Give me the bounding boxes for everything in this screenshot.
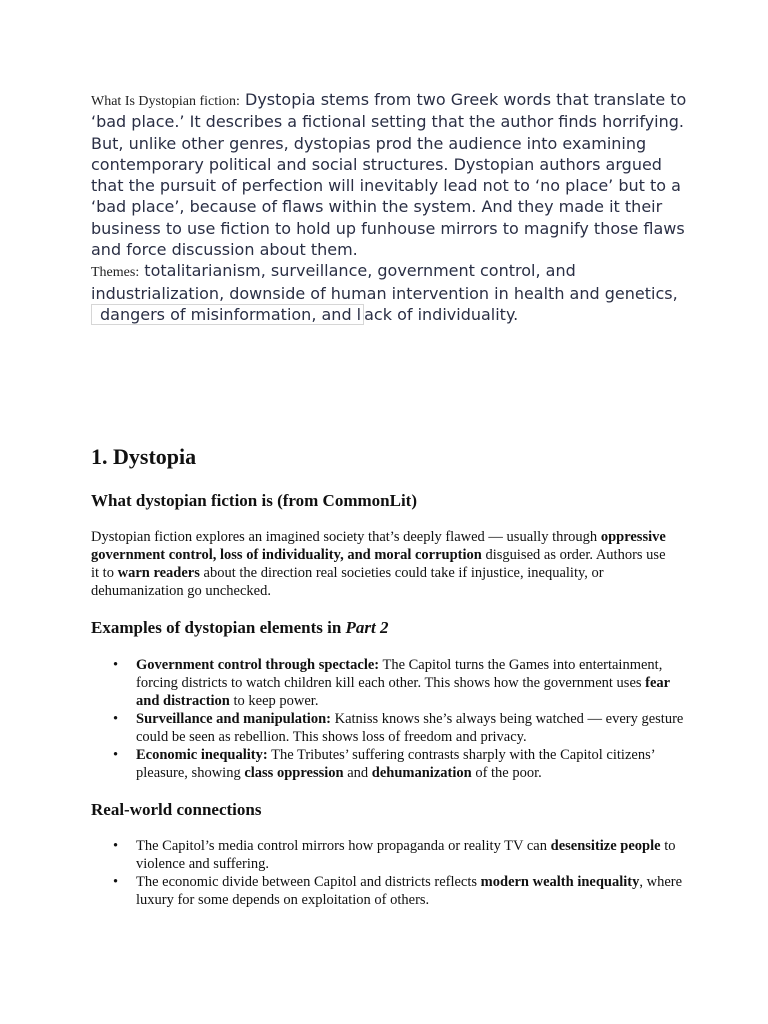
document-page xyxy=(91,90,691,908)
list-item: • Economic inequality: The Tributes’ suffering contrasts sharply with the Capitol citizens’ pleasure, showing class oppression and dehumanization of the poor. xyxy=(91,746,691,782)
themes-label: Themes: xyxy=(91,265,140,281)
real-world-list xyxy=(91,837,691,909)
list-item: • The economic divide between Capitol and districts reflects modern wealth inequality, where luxury for some depends on exploitation of others. xyxy=(91,873,691,909)
subheading-examples: Examples of dystopian elements in Part 2 xyxy=(91,618,389,637)
intro-what-paragraph xyxy=(91,90,691,261)
examples-list xyxy=(91,656,691,782)
intro-themes-paragraph xyxy=(91,261,691,326)
list-item: • Government control through spectacle: The Capitol turns the Games into entertainment, forcing districts to watch children kill each other. This shows how the government uses fear and distraction to keep power. xyxy=(91,656,691,710)
section-heading: 1. Dystopia xyxy=(91,444,197,469)
list-item: • The Capitol’s media control mirrors how propaganda or reality TV can desensitize people to violence and suffering. xyxy=(91,837,691,873)
what-label: What Is Dystopian fiction: xyxy=(91,94,240,109)
list-item: • Surveillance and manipulation: Katniss knows she’s always being watched — every gesture could be seen as rebellion. This shows loss of freedom and privacy. xyxy=(91,710,691,746)
what-text: Dystopia stems from two Greek words that translate to ‘bad place.’ It describes a fictional setting that the author finds horrifying. But, unlike other genres, dystopias prod the audience into examining contemporary political and social structures. Dystopian authors argued that the pursuit of perfection will inevitably lead not to ‘no place’ but to a ‘bad place’, because of flaws within the system. And they made it their business to use fiction to hold up funhouse mirrors to magnify those flaws and force discussion about them. xyxy=(91,90,687,260)
themes-text: totalitarianism, surveillance, government control, and industrialization, downside of human intervention in health and genetics, xyxy=(91,261,678,303)
themes-boxed-text: dangers of misinformation, and l xyxy=(91,304,364,325)
definition-paragraph: Dystopian fiction explores an imagined society that’s deeply flawed — usually through oppressive government control, loss of individuality, and moral corruption disguised as order. Authors use it to warn readers about the direction real societies could take if injustice, inequality, or dehumanization go unchecked. xyxy=(91,529,666,599)
themes-text-end: ack of individuality. xyxy=(364,304,519,324)
subheading-what: What dystopian fiction is (from CommonLit) xyxy=(91,491,417,510)
subheading-real-world: Real-world connections xyxy=(91,800,262,819)
